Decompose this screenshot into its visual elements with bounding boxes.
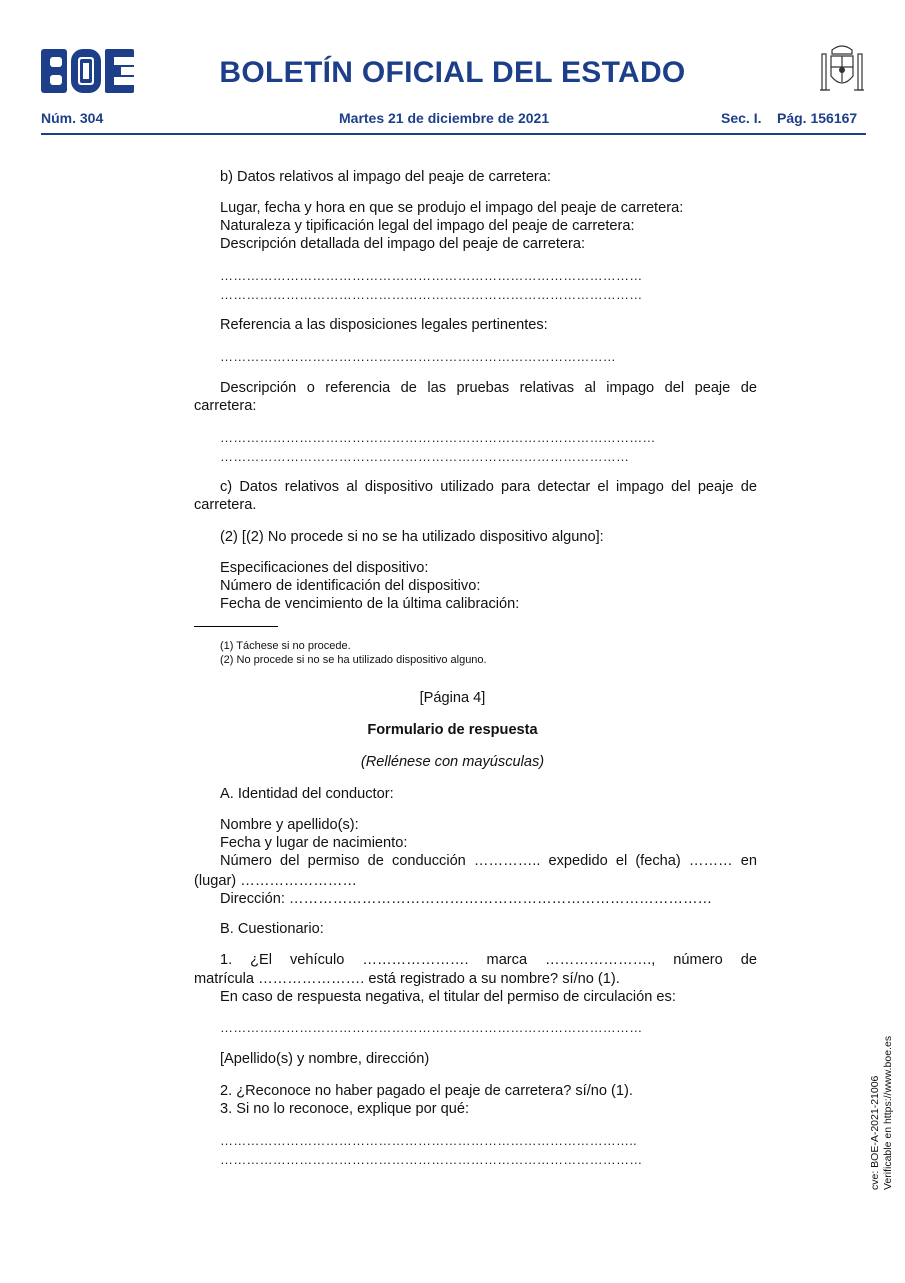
footnote: (2) No procede si no se ha utilizado dispositivo alguno. xyxy=(220,654,487,666)
fill-in-line: …………………………………………………………………………………… xyxy=(220,268,643,283)
text-line: Especificaciones del dispositivo: xyxy=(220,560,429,576)
text-line: Fecha de vencimiento de la última calibración: xyxy=(220,596,520,612)
text-line: Descripción o referencia de las pruebas relativas al impago del peaje de xyxy=(220,380,757,396)
issue-number: Núm. 304 xyxy=(41,110,104,126)
footnote-rule xyxy=(194,626,278,627)
text-line: carretera: xyxy=(194,398,257,414)
text-line: Fecha y lugar de nacimiento: xyxy=(220,835,408,851)
text-line: (2) [(2) No procede si no se ha utilizado dispositivo alguno]: xyxy=(220,529,604,545)
text-line: [Apellido(s) y nombre, dirección) xyxy=(220,1051,430,1067)
text-line: Dirección: …………………………………………………………………………… xyxy=(220,891,713,907)
page-number: Pág. 156167 xyxy=(777,110,858,126)
text-line: Descripción detallada del impago del peaje de carretera: xyxy=(220,236,586,252)
section-b-form-heading: B. Cuestionario: xyxy=(220,921,324,937)
text-line: Referencia a las disposiciones legales pertinentes: xyxy=(220,317,548,333)
issue-date: Martes 21 de diciembre de 2021 xyxy=(339,110,550,126)
verify-url: Verificable en https://www.boe.es xyxy=(882,1035,894,1190)
text-line: Naturaleza y tipificación legal del impago del peaje de carretera: xyxy=(220,218,635,234)
page-marker: [Página 4] xyxy=(419,690,486,706)
fill-in-line: …………………………………………………………………………………… xyxy=(220,1152,643,1167)
text-line: Nombre y apellido(s): xyxy=(220,817,359,833)
footnote: (1) Táchese si no procede. xyxy=(220,640,351,652)
text-line: Lugar, fecha y hora en que se produjo el impago del peaje de carretera: xyxy=(220,200,684,216)
text-line: matrícula …………………. está registrado a su nombre? sí/no (1). xyxy=(194,971,620,987)
section-c-heading: c) Datos relativos al dispositivo utilizado para detectar el impago del peaje de xyxy=(220,479,757,495)
fill-in-line: …………………………………………………………………………………… xyxy=(220,287,643,302)
verification-side-text xyxy=(869,1036,895,1190)
form-subtitle: (Rellénese con mayúsculas) xyxy=(360,754,545,770)
question-1: 1. ¿El vehículo …………………. marca …………………., número de xyxy=(220,952,757,968)
section-a-heading: A. Identidad del conductor: xyxy=(220,786,394,802)
text-line: carretera. xyxy=(194,497,257,513)
fill-in-line: ……………………………………………………………………………… xyxy=(220,349,616,364)
question-2: 2. ¿Reconoce no haber pagado el peaje de carretera? sí/no (1). xyxy=(220,1083,633,1099)
text-line: (lugar) …………………… xyxy=(194,873,357,889)
header-rule xyxy=(41,133,866,135)
coat-of-arms-icon xyxy=(816,42,868,97)
section-label: Sec. I. xyxy=(721,110,762,126)
cve-code: cve: BOE-A-2021-21006 xyxy=(869,1075,881,1190)
text-line: En caso de respuesta negativa, el titular del permiso de circulación es: xyxy=(220,989,676,1005)
question-3: 3. Si no lo reconoce, explique por qué: xyxy=(220,1101,470,1117)
fill-in-line: ……………………………………………………………………………………… xyxy=(220,430,656,445)
fill-in-line: ………………………………………………………………………………….. xyxy=(220,1133,637,1148)
newspaper-title: BOLETÍN OFICIAL DEL ESTADO xyxy=(219,56,686,89)
fill-in-line: ………………………………………………………………………………… xyxy=(220,449,630,464)
text-line: Número del permiso de conducción ………….. expedido el (fecha) ……… en xyxy=(220,853,757,869)
section-b-heading: b) Datos relativos al impago del peaje de carretera: xyxy=(220,169,551,185)
text-line: Número de identificación del dispositivo: xyxy=(220,578,481,594)
fill-in-line: …………………………………………………………………………………… xyxy=(220,1020,643,1035)
form-title: Formulario de respuesta xyxy=(367,722,538,738)
